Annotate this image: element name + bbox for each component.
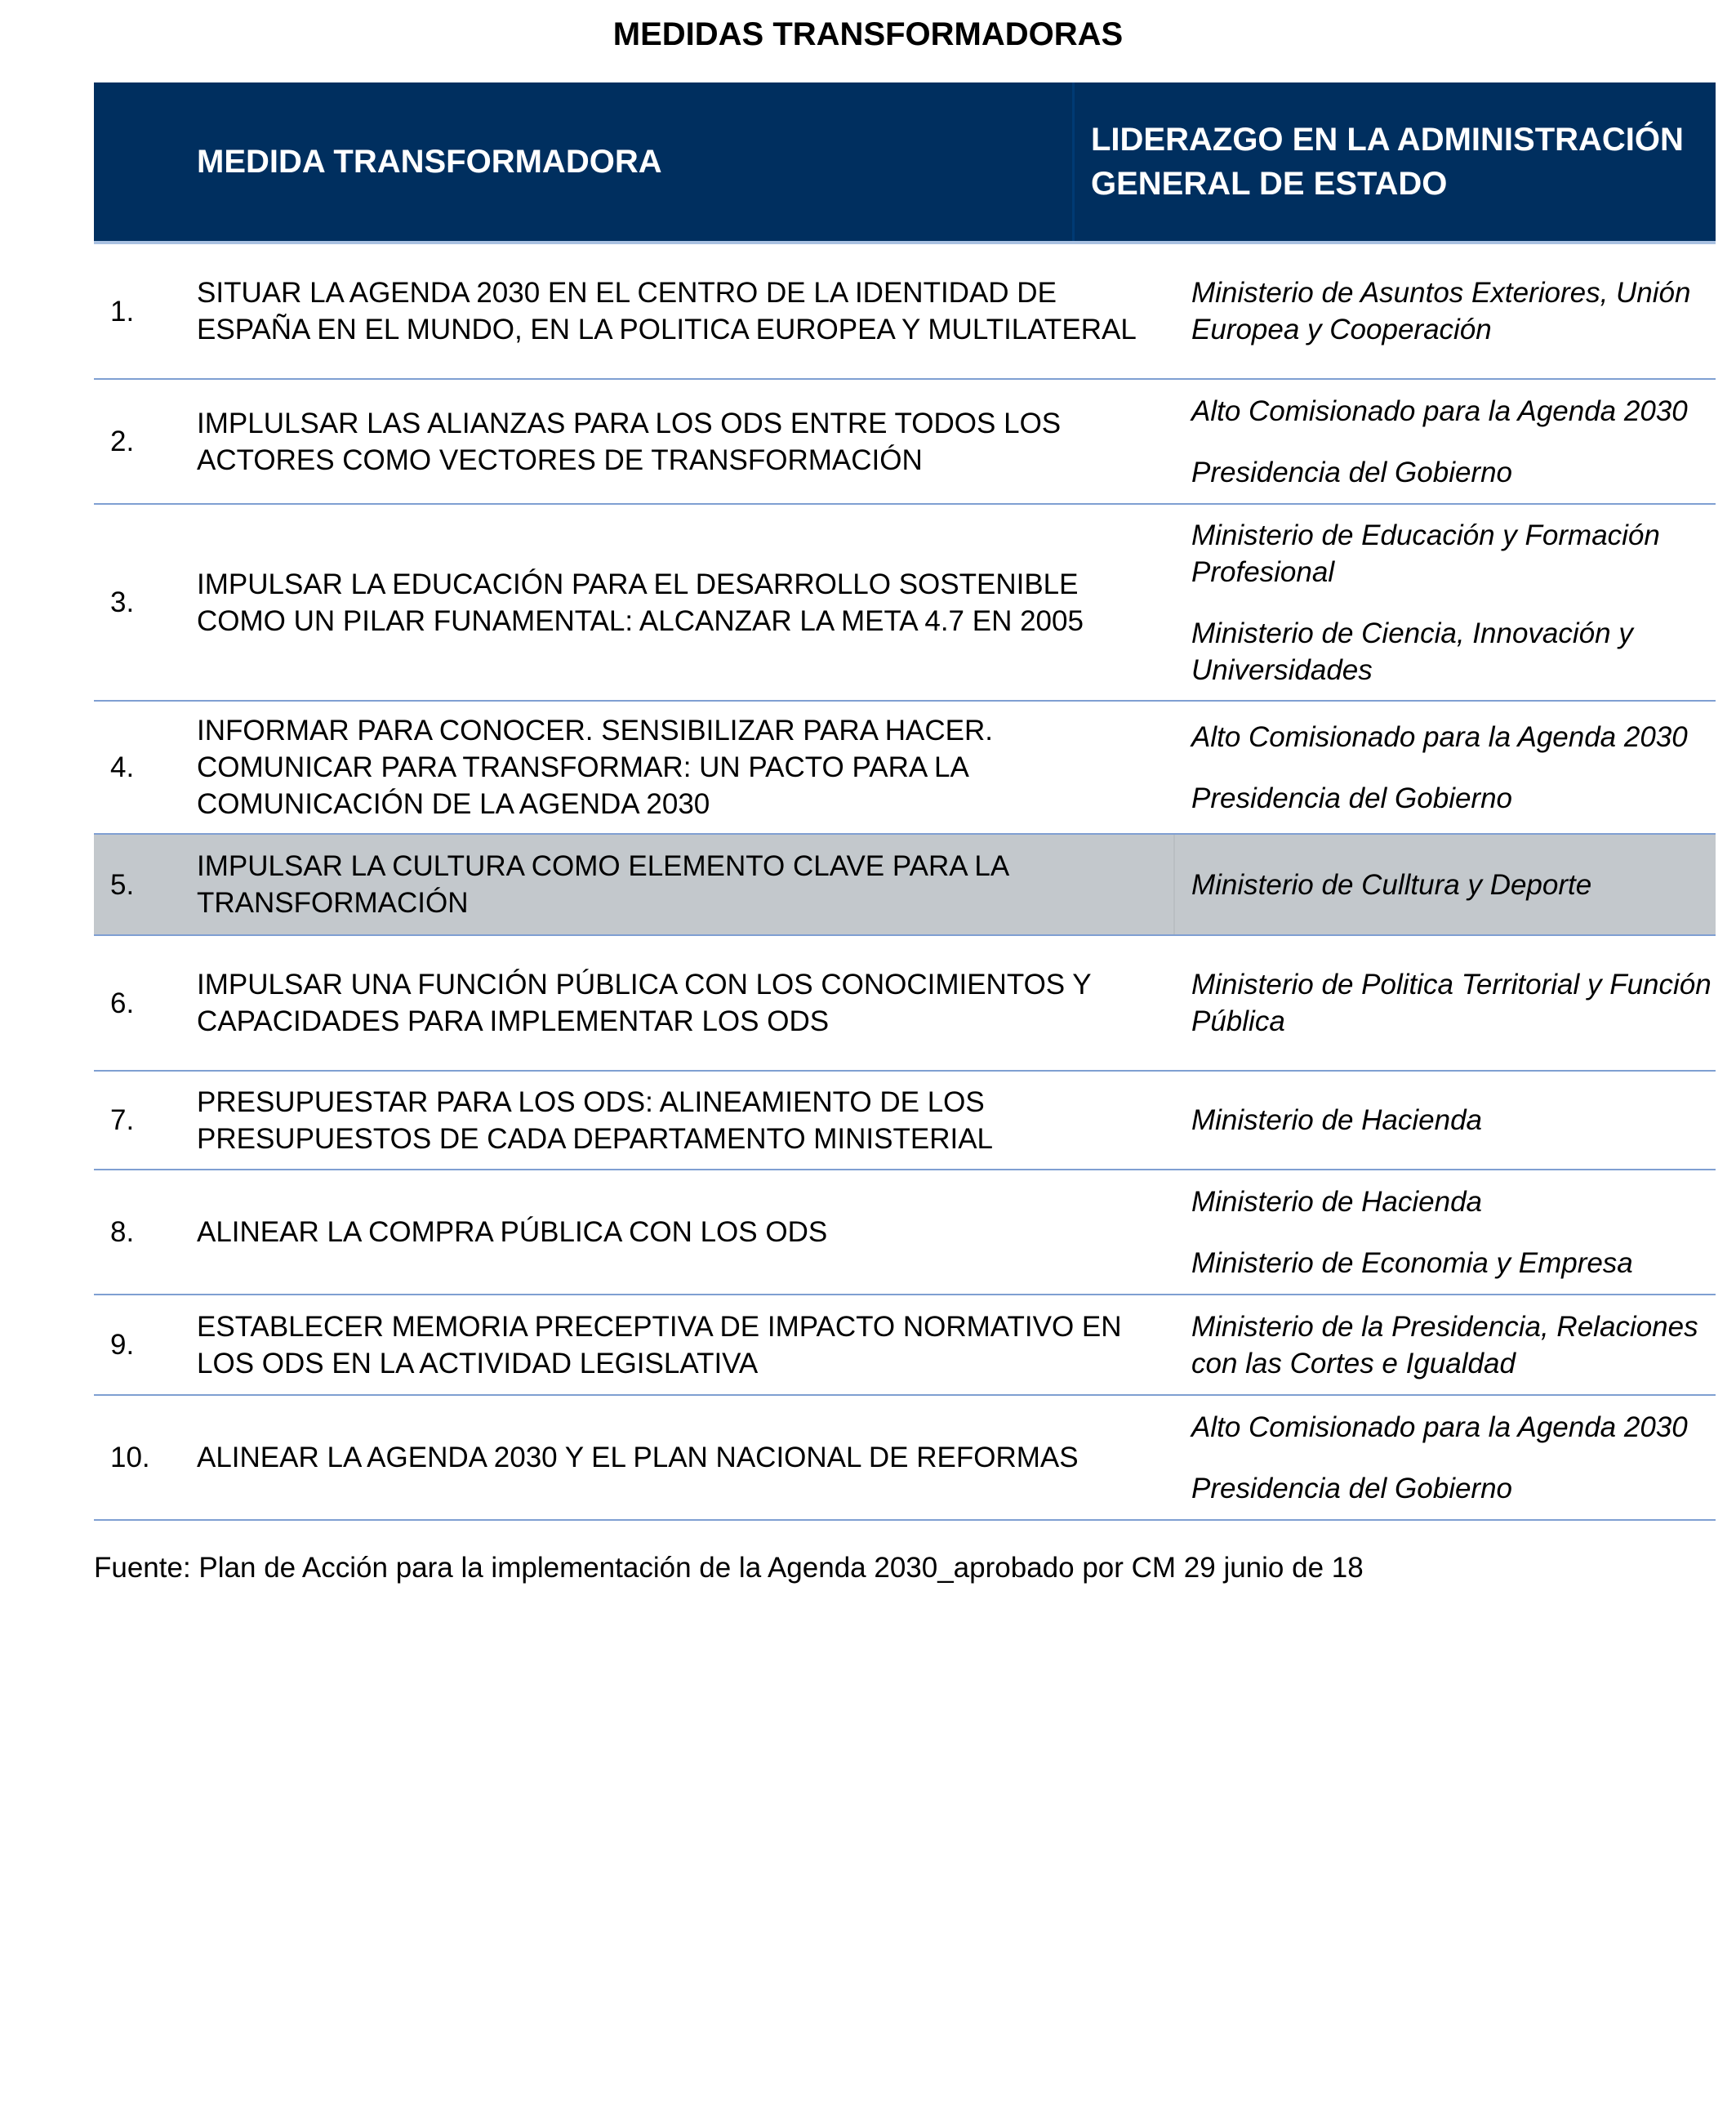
row-measure: [197, 1170, 1175, 1294]
row-measure-text: IMPULSAR LA CULTURA COMO ELEMENTO CLAVE PARA LA TRANSFORMACIÓN: [197, 850, 1008, 919]
table-row: [94, 835, 1716, 936]
row-measure-text: PRESUPUESTAR PARA LOS ODS: ALINEAMIENTO DE LOS PRESUPUESTOS DE CADA DEPARTAMENTO MINISTERIAL: [197, 1085, 994, 1155]
row-measure-text: ALINEAR LA AGENDA 2030 Y EL PLAN NACIONAL DE REFORMAS: [197, 1442, 1079, 1473]
row-number: 5.: [110, 868, 135, 901]
row-leadership: [1175, 966, 1716, 1040]
table-row: [94, 1396, 1716, 1521]
header-measure: [197, 82, 1075, 241]
leadership-item: Ministerio de Economia y Empresa: [1191, 1246, 1633, 1279]
row-number: 8.: [110, 1216, 135, 1248]
table-row: [94, 244, 1716, 380]
row-number: 7.: [110, 1104, 135, 1136]
leadership-item: Ministerio de Ciencia, Innovación y Universidades: [1191, 617, 1633, 686]
row-measure-text: ESTABLECER MEMORIA PRECEPTIVA DE IMPACTO NORMATIVO EN LOS ODS EN LA ACTIVIDAD LEGISLATIVA: [197, 1310, 1122, 1379]
leadership-item: Presidencia del Gobierno: [1191, 456, 1513, 488]
row-number: 10.: [110, 1442, 150, 1473]
row-leadership: [1175, 1102, 1716, 1139]
row-measure: [197, 244, 1175, 378]
leadership-item: Ministerio de Politica Territorial y Función Pública: [1191, 969, 1712, 1037]
row-leadership: [1175, 867, 1716, 903]
leadership-item: Ministerio de Asuntos Exteriores, Unión Europea y Cooperación: [1191, 277, 1691, 345]
leadership-item: Alto Comisionado para la Agenda 2030: [1191, 720, 1688, 753]
table-row: [94, 380, 1716, 505]
table-row: [94, 505, 1716, 702]
row-measure-text: IMPLULSAR LAS ALIANZAS PARA LOS ODS ENTRE TODOS LOS ACTORES COMO VECTORES DE TRANSFORMACIÓN: [197, 407, 1062, 476]
row-measure: [197, 936, 1175, 1070]
measures-table: [94, 82, 1716, 1521]
header-measure-label: MEDIDA TRANSFORMADORA: [197, 144, 662, 180]
row-measure: [197, 1396, 1175, 1519]
leadership-item: Alto Comisionado para la Agenda 2030: [1191, 1411, 1688, 1443]
leadership-item: Ministerio de Hacienda: [1191, 1104, 1483, 1136]
row-number: 4.: [110, 751, 135, 783]
row-measure: [197, 835, 1175, 934]
row-measure-text: ALINEAR LA COMPRA PÚBLICA CON LOS ODS: [197, 1216, 828, 1248]
table-row: [94, 1072, 1716, 1170]
leadership-item: Ministerio de Educación y Formación Profesional: [1191, 519, 1660, 588]
row-measure-text: IMPULSAR LA EDUCACIÓN PARA EL DESARROLLO SOSTENIBLE COMO UN PILAR FUNAMENTAL: ALCANZAR LA META 4.7 EN 2005: [197, 568, 1084, 637]
table-row: [94, 1295, 1716, 1396]
row-leadership: [1175, 517, 1716, 689]
row-measure: [197, 1072, 1175, 1169]
row-measure-text: SITUAR LA AGENDA 2030 EN EL CENTRO DE LA IDENTIDAD DE ESPAÑA EN EL MUNDO, EN LA POLITICA EUROPEA Y MULTILATERAL: [197, 277, 1137, 345]
row-leadership: [1175, 274, 1716, 348]
leadership-item: Ministerio de Culltura y Deporte: [1191, 868, 1592, 901]
row-number: 9.: [110, 1329, 135, 1361]
leadership-item: Ministerio de Hacienda: [1191, 1185, 1483, 1218]
leadership-item: Alto Comisionado para la Agenda 2030: [1191, 394, 1688, 427]
table-row: [94, 936, 1716, 1072]
row-number: 2.: [110, 426, 135, 457]
row-leadership: [1175, 719, 1716, 817]
header-leadership-label: LIDERAZGO EN LA ADMINISTRACIÓN GENERAL DE ESTADO: [1091, 122, 1684, 202]
row-measure: [197, 702, 1175, 833]
row-leadership: [1175, 1409, 1716, 1507]
leadership-item: Ministerio de la Presidencia, Relaciones con las Cortes e Igualdad: [1191, 1310, 1698, 1379]
row-measure: [197, 1295, 1175, 1394]
header-number: [94, 82, 197, 241]
leadership-item: Presidencia del Gobierno: [1191, 1472, 1513, 1504]
row-number: 1.: [110, 295, 135, 328]
table-header: [94, 82, 1716, 241]
row-measure-text: INFORMAR PARA CONOCER. SENSIBILIZAR PARA HACER. COMUNICAR PARA TRANSFORMAR: UN PACTO PARA LA COMUNICACIÓN DE LA AGENDA 2030: [197, 715, 993, 820]
table-row: [94, 1170, 1716, 1295]
table-row: [94, 702, 1716, 835]
row-leadership: [1175, 1308, 1716, 1382]
row-measure: [197, 505, 1175, 700]
row-measure: [197, 380, 1175, 503]
leadership-item: Presidencia del Gobierno: [1191, 782, 1513, 814]
row-number: 3.: [110, 586, 135, 618]
page-title: MEDIDAS TRANSFORMADORAS: [612, 16, 1124, 52]
row-leadership: [1175, 393, 1716, 491]
row-leadership: [1175, 1183, 1716, 1281]
source-note: Fuente: Plan de Acción para la implementación de la Agenda 2030_aprobado por CM 29 junio de 18: [94, 1552, 1364, 1584]
row-number: 6.: [110, 987, 135, 1019]
row-measure-text: IMPULSAR UNA FUNCIÓN PÚBLICA CON LOS CONOCIMIENTOS Y CAPACIDADES PARA IMPLEMENTAR LOS ODS: [197, 969, 1091, 1037]
header-leadership: [1075, 82, 1716, 241]
